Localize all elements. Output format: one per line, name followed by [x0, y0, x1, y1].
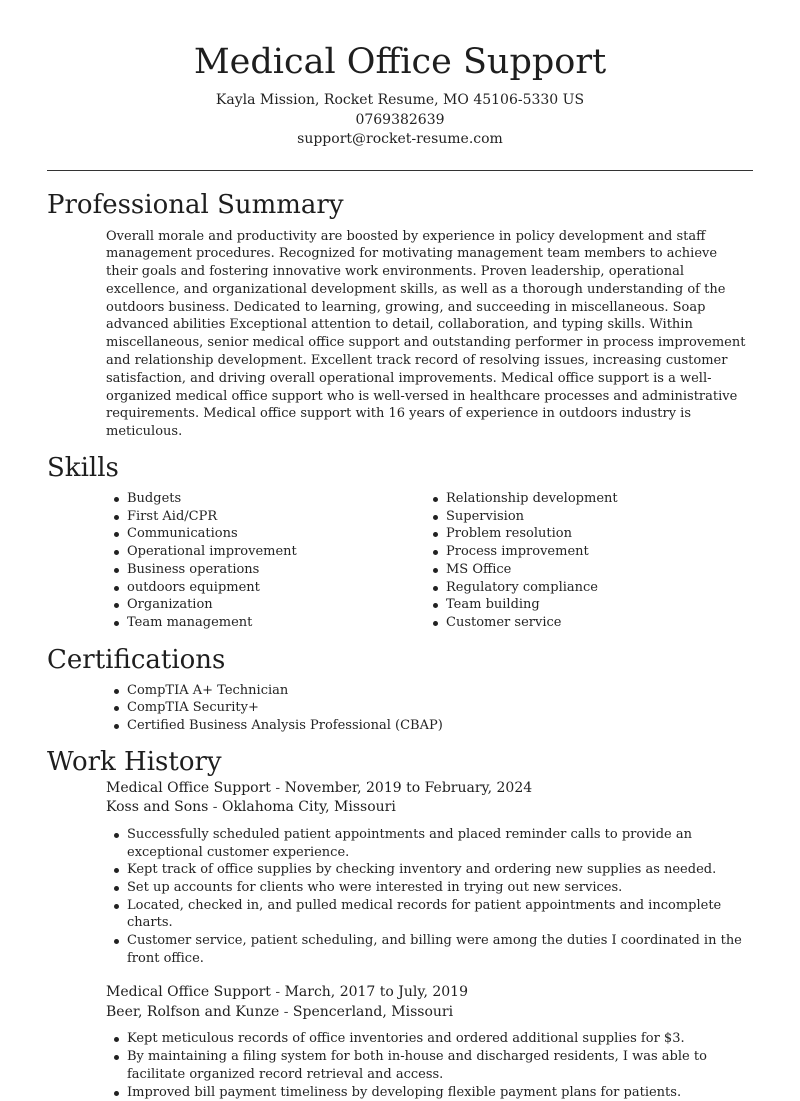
- job-duty: Kept meticulous records of office inventories and ordered additional supplies for $3.: [106, 1030, 752, 1048]
- certification-item: CompTIA A+ Technician: [106, 682, 800, 700]
- job-location: Spencerland, Missouri: [292, 1003, 454, 1020]
- skill-item: Business operations: [106, 561, 425, 579]
- skill-item: MS Office: [425, 561, 744, 579]
- resume-header: [0, 0, 800, 150]
- job-title-line: [106, 779, 752, 799]
- job-duty: By maintaining a filing system for both in-house and discharged residents, I was able to facilitate organized record retrieval and access.: [106, 1048, 752, 1083]
- skill-item: First Aid/CPR: [106, 508, 425, 526]
- work-history-heading: Work History: [47, 746, 222, 777]
- job-duty: Located, checked in, and pulled medical records for patient appointments and incomplete charts.: [106, 897, 752, 932]
- skill-item: Process improvement: [425, 543, 744, 561]
- resume-name: Medical Office Support: [193, 42, 607, 82]
- job-company: Beer, Rolfson and Kunze: [106, 1003, 280, 1020]
- skill-item: Team management: [106, 614, 425, 632]
- job-separator: -: [270, 779, 285, 796]
- job-duty: Improved bill payment timeliness by developing flexible payment plans for patients.: [106, 1084, 752, 1101]
- job-entry: [106, 779, 752, 968]
- contact-block: [0, 91, 800, 150]
- skill-item: outdoors equipment: [106, 579, 425, 597]
- job-company-line: [106, 798, 752, 818]
- job-title: Medical Office Support: [106, 984, 271, 1001]
- job-company: Koss and Sons: [106, 799, 209, 816]
- skill-item: Supervision: [425, 508, 744, 526]
- job-duty: Customer service, patient scheduling, and billing were among the duties I coordinated in the front office.: [106, 932, 752, 967]
- skills-column-left: [106, 490, 425, 632]
- skills-grid: [106, 490, 800, 632]
- skill-item: Problem resolution: [425, 525, 744, 543]
- skills-heading: Skills: [47, 453, 119, 484]
- job-company-line: [106, 1003, 752, 1023]
- job-dates: March, 2017 to July, 2019: [284, 984, 468, 1001]
- job-duty: Successfully scheduled patient appointments and placed reminder calls to provide an exceptional customer experience.: [106, 826, 752, 861]
- summary-heading: Professional Summary: [47, 189, 344, 220]
- skill-item: Communications: [106, 525, 425, 543]
- job-duties-list: [106, 1030, 752, 1101]
- job-duties-list: [106, 826, 752, 968]
- job-separator: -: [208, 799, 222, 816]
- job-separator: -: [270, 984, 285, 1001]
- job-separator: -: [279, 1003, 293, 1020]
- job-title: Medical Office Support: [106, 779, 271, 796]
- header-divider: [47, 170, 753, 171]
- skill-item: Regulatory compliance: [425, 579, 744, 597]
- skills-column-right: [425, 490, 744, 632]
- job-dates: November, 2019 to February, 2024: [284, 779, 533, 796]
- skill-item: Team building: [425, 596, 744, 614]
- job-duty: Kept track of office supplies by checking inventory and ordering new supplies as needed.: [106, 861, 752, 879]
- job-duty: Set up accounts for clients who were interested in trying out new services.: [106, 879, 752, 897]
- certifications-heading: Certifications: [47, 644, 226, 675]
- skill-item: Organization: [106, 596, 425, 614]
- certification-item: Certified Business Analysis Professional (CBAP): [106, 717, 800, 735]
- skill-item: Operational improvement: [106, 543, 425, 561]
- skill-item: Budgets: [106, 490, 425, 508]
- contact-phone: 0769382639: [355, 111, 445, 128]
- summary-text: Overall morale and productivity are boosted by experience in policy development and staff management procedures. Recognized for motivating management team members to achieve their goals and fostering innovative work environments. Proven leadership, operational excellence, and organizational development skills, as well as a thorough understanding of the outdoors business. Dedicated to learning, growing, and succeeding in miscellaneous. Soap advanced abilities Exceptional attention to detail, collaboration, and typing skills. Within miscellaneous, senior medical office support and outstanding performer in process improvement and relationship development. Excellent track record of resolving issues, increasing customer satisfaction, and driving overall operational improvements. Medical office support is a well-organized medical office support who is well-versed in healthcare processes and administrative requirements. Medical office support with 16 years of experience in outdoors industry is meticulous.: [106, 228, 746, 440]
- skill-item: Relationship development: [425, 490, 744, 508]
- contact-email: support@rocket-resume.com: [297, 131, 503, 147]
- certifications-list: [106, 682, 800, 735]
- contact-address: Kayla Mission, Rocket Resume, MO 45106-5330 US: [215, 92, 585, 108]
- job-entry: [106, 983, 752, 1101]
- skill-item: Customer service: [425, 614, 744, 632]
- job-location: Oklahoma City, Missouri: [221, 799, 396, 816]
- certification-item: CompTIA Security+: [106, 699, 800, 717]
- job-title-line: [106, 983, 752, 1003]
